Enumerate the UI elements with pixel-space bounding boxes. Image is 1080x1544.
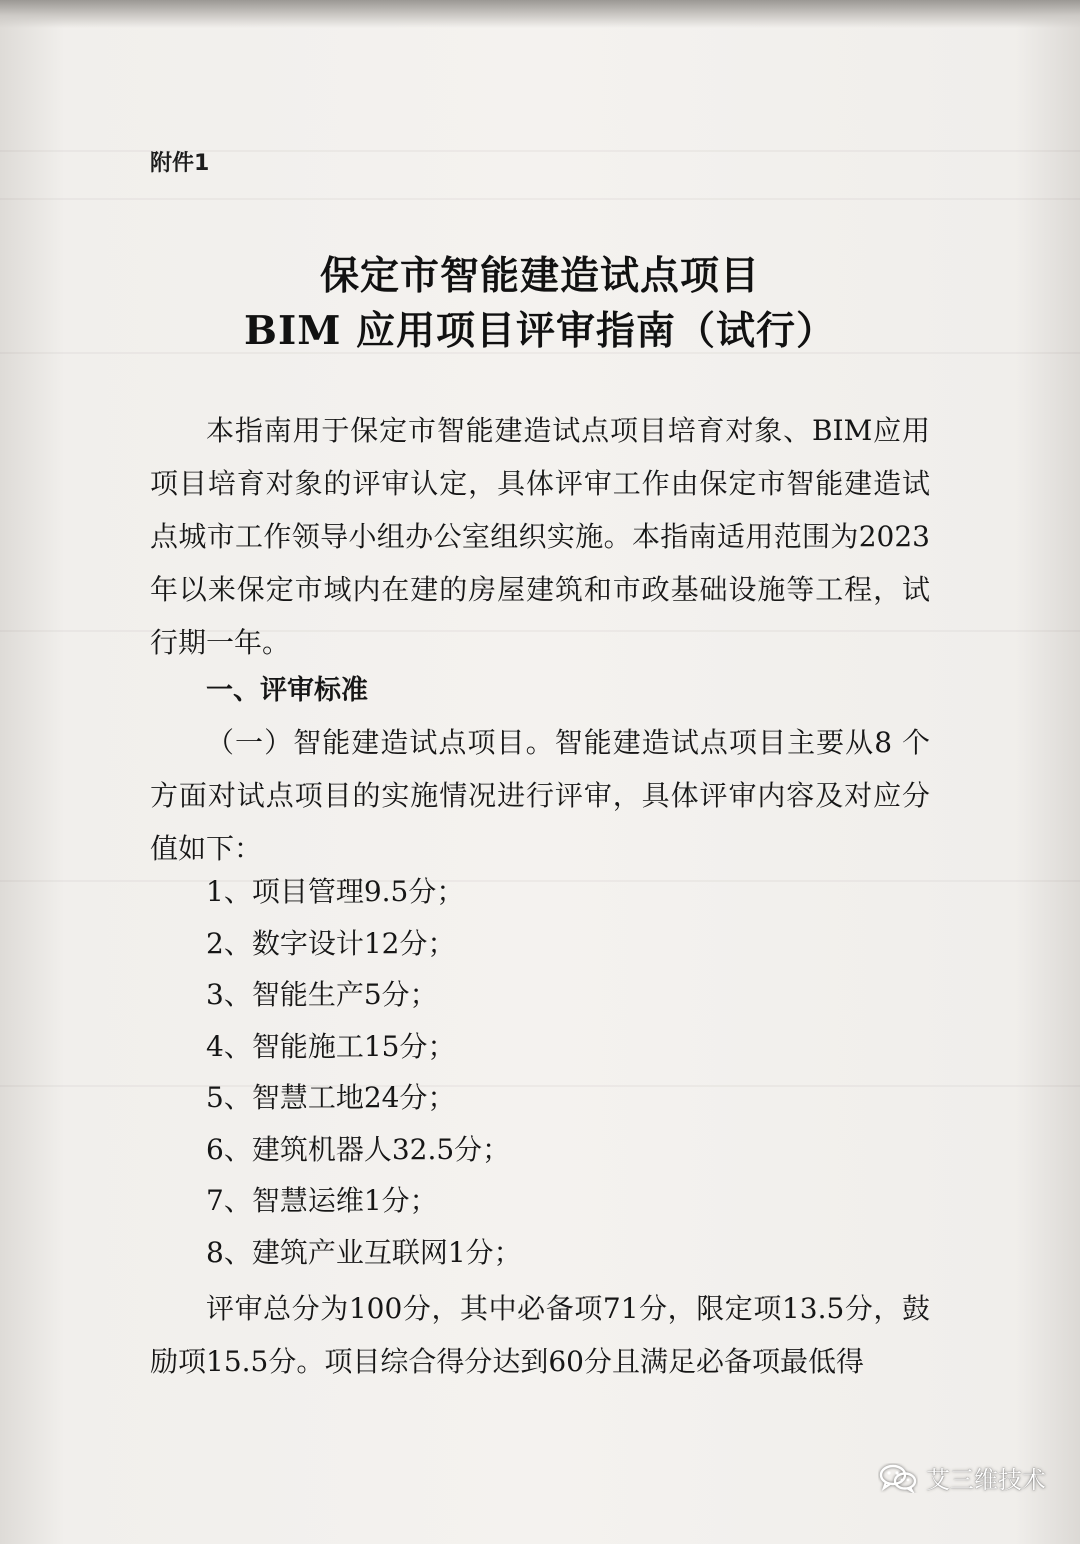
subsection-paragraph: （一）智能建造试点项目。智能建造试点项目主要从8 个方面对试点项目的实施情况进行评审，具体评审内容及对应分值如下： [150, 726, 930, 865]
bleed-through-line [0, 198, 1080, 200]
score-item: 4、智能施工15分； [206, 1029, 456, 1063]
bleed-through-line [0, 880, 1080, 882]
wechat-watermark [878, 1460, 1046, 1495]
watermark-text: 艾三维技术 [926, 1466, 1046, 1494]
score-item: 2、数字设计12分； [206, 926, 456, 960]
score-item: 1、项目管理9.5分； [206, 875, 465, 908]
wechat-icon [878, 1463, 918, 1493]
attachment-label: 附件1 [150, 151, 210, 176]
score-item: 3、智能生产5分； [206, 978, 438, 1011]
score-item: 8、建筑产业互联网1分； [206, 1235, 522, 1269]
score-item: 7、智慧运维1分； [206, 1184, 438, 1217]
document-title-line1: 保定市智能建造试点项目 [319, 253, 760, 299]
score-item: 5、智慧工地24分； [206, 1081, 456, 1114]
bleed-through-line [0, 1085, 1080, 1087]
score-item: 6、建筑机器人32.5分； [206, 1132, 511, 1166]
section-heading: 一、评审标准 [206, 675, 368, 706]
intro-paragraph: 本指南用于保定市智能建造试点项目培育对象、BIM应用项目培育对象的评审认定，具体评审工作由保定市智能建造试点城市工作领导小组办公室组织实施。本指南适用范围为2023年以来保定市域内在建的房屋建筑和市政基础设施等工程，试行期一年。 [150, 414, 930, 659]
summary-paragraph: 评审总分为100分，其中必备项71分，限定项13.5分，鼓励项15.5分。项目综合得分达到60分且满足必备项最低得 [150, 1292, 930, 1378]
score-items-list [206, 866, 522, 1278]
scan-top-shadow [0, 0, 1080, 28]
document-title-line2: BIM 应用项目评审指南（试行） [244, 308, 836, 354]
